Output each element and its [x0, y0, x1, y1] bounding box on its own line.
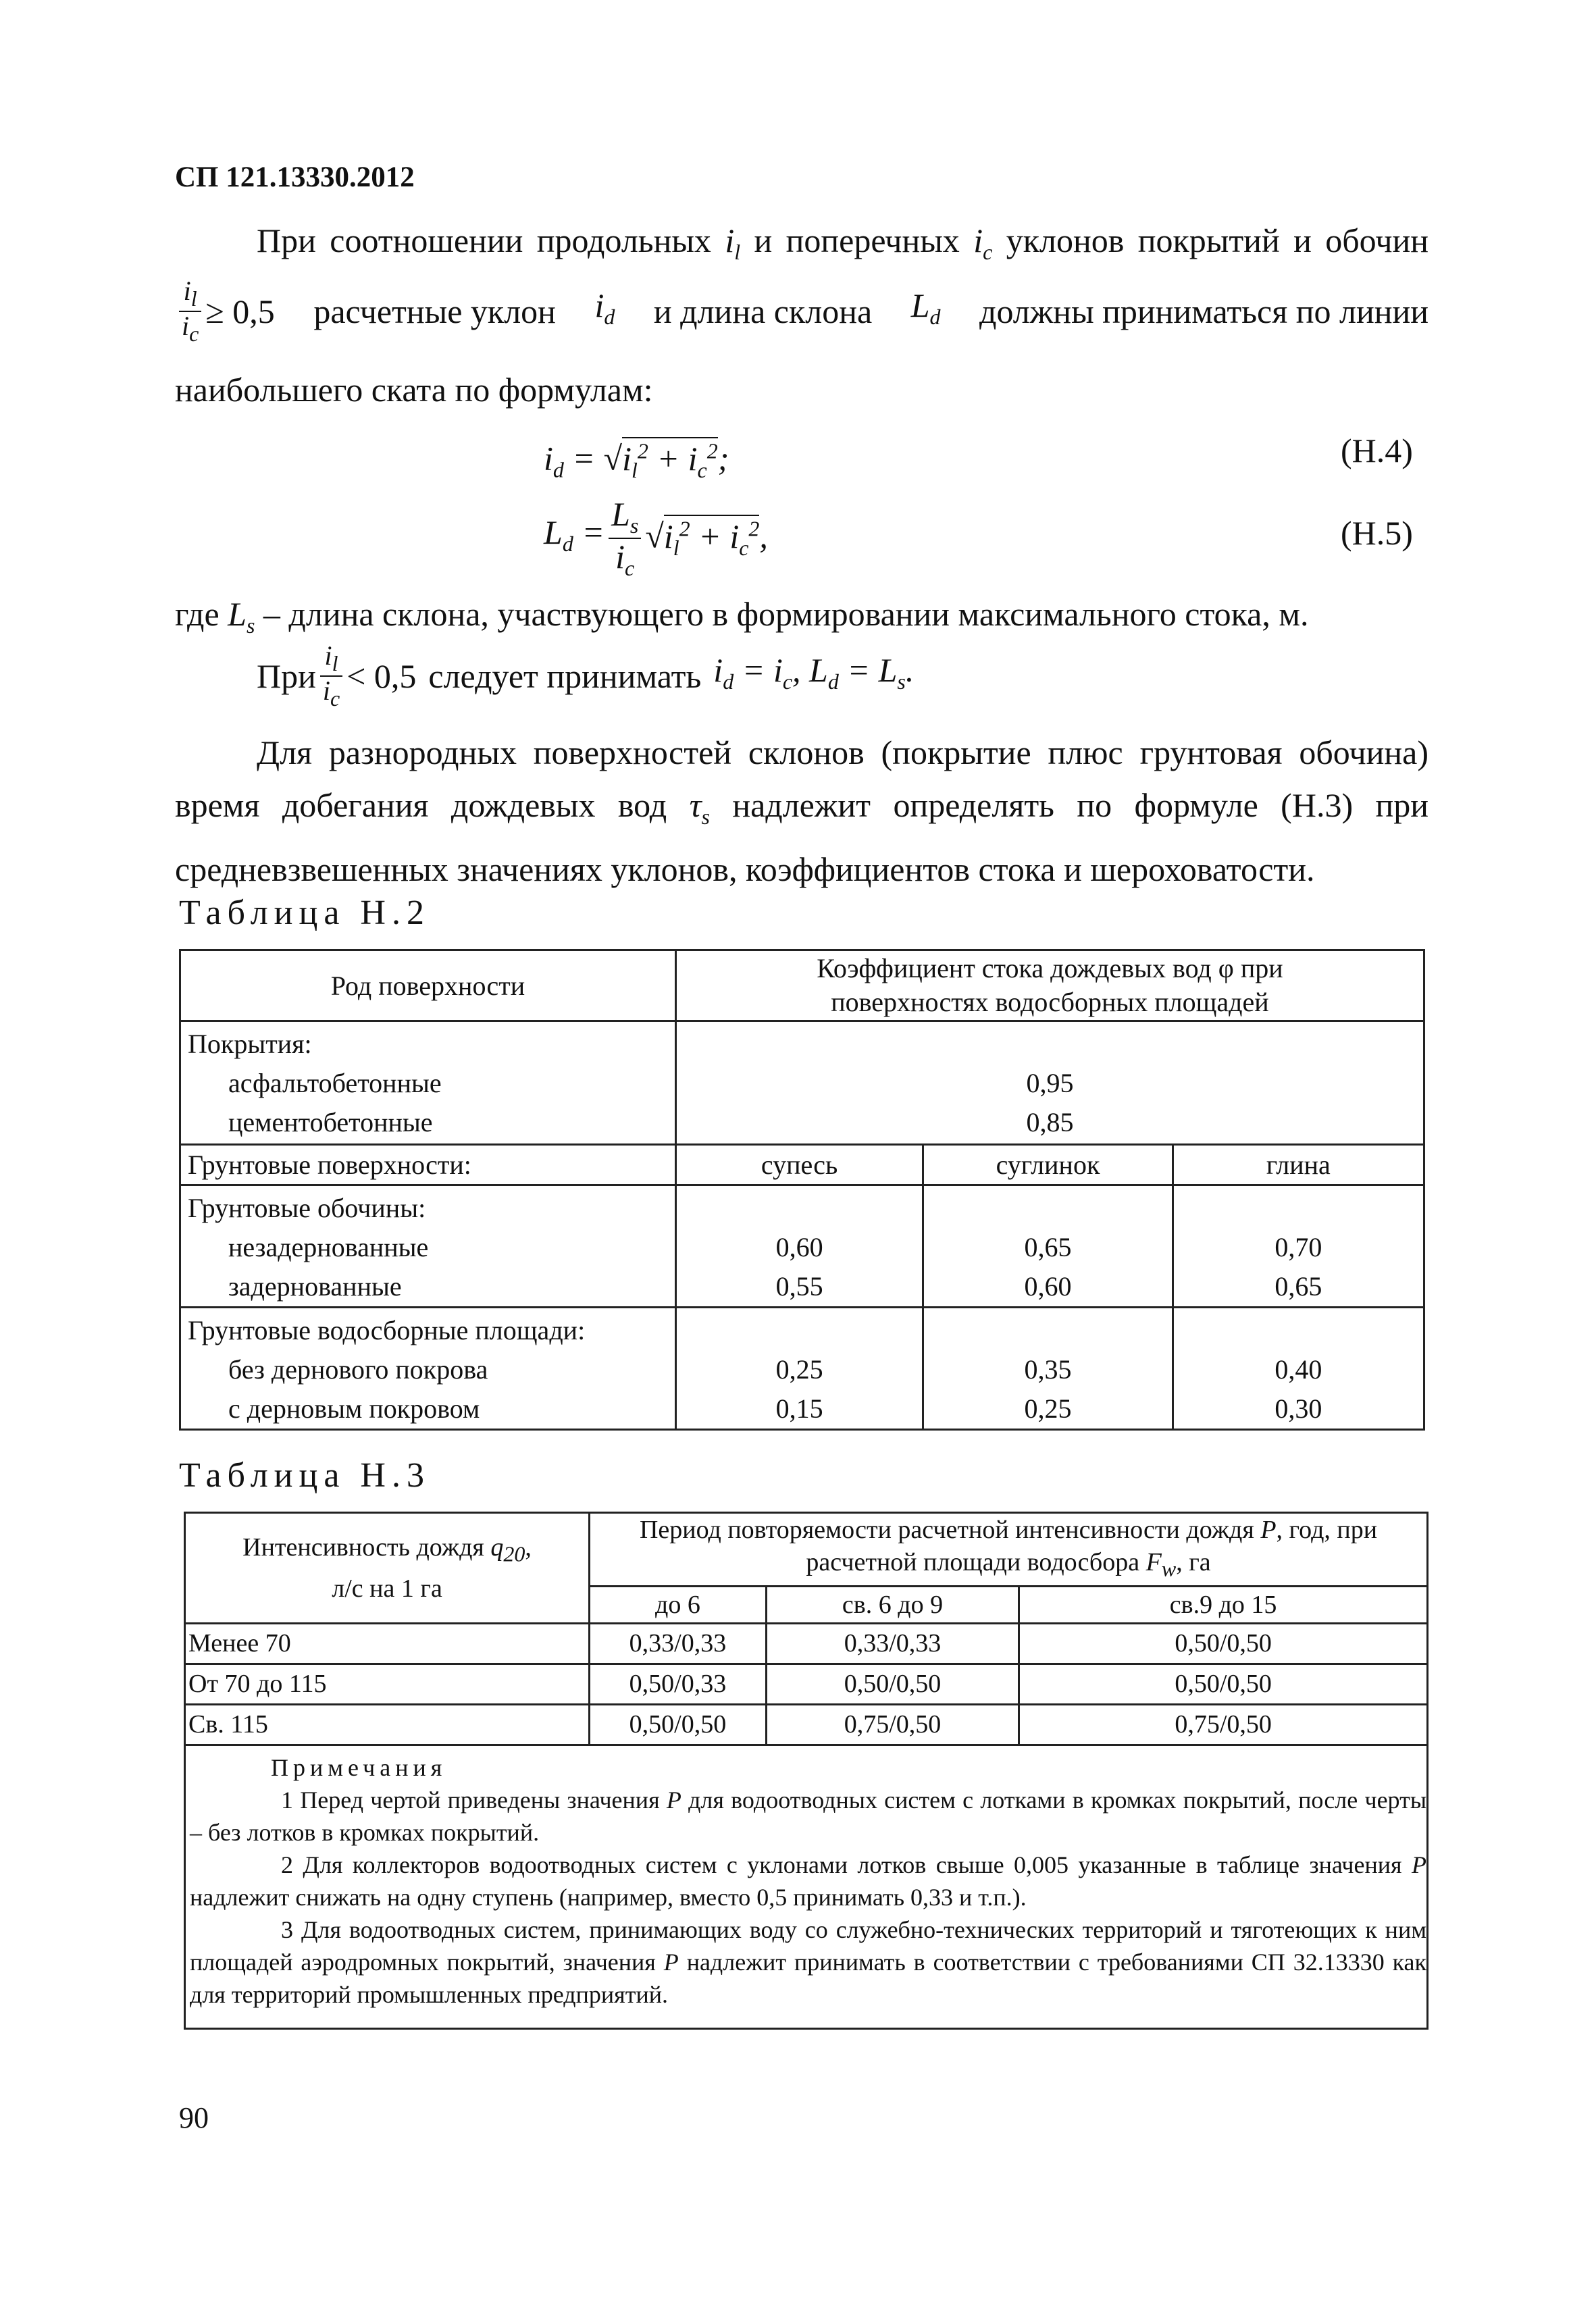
note-3: 3 Для водоотводных систем, принимающих воду со служебно-технических территорий и тяготеющих к ним площадей аэродромных покрытий, значения P надлежит принимать в соответствии с требованиями СП 32.13330 как для территорий промышленных предприятий. — [190, 1916, 1427, 2008]
note-2: 2 Для коллекторов водоотводных систем с уклонами лотков свыше 0,005 указанные в таблице значения P надлежит снижать на одну ступень (например, вместо 0,5 принимать 0,33 и т.п.). — [190, 1851, 1427, 1911]
h2-shoulders-loam: 0,65 0,60 — [923, 1185, 1173, 1308]
h2-col-loam: суглинок — [923, 1145, 1173, 1185]
document-code: СП 121.13330.2012 — [175, 161, 415, 193]
h2-header-surface: Род поверхности — [180, 950, 676, 1021]
h2-col-sandy-loam: супесь — [675, 1145, 923, 1185]
h2-soil-surfaces-label: Грунтовые поверхности: — [180, 1145, 676, 1185]
h3-header-period: Период повторяемости расчетной интенсивности дождя P, год, при расчетной площади водосбора $F_w$, га — [590, 1513, 1428, 1587]
h3-col-6-to-9: св. 6 до 9 — [766, 1586, 1019, 1623]
formula-h4-label: (Н.4) — [1341, 432, 1413, 469]
h3-notes — [185, 1745, 1428, 2028]
ratio-fraction: $\frac{i_l}{i_c}$ — [179, 277, 201, 345]
formula-h5-label: (Н.5) — [1341, 514, 1413, 552]
formula-h5: $L_d$ = $\frac{L_s}{i_c}$ $√i_l^2 + i_c^2$, — [544, 495, 768, 580]
intro-line-1: При соотношении продольных $i_l$ и поперечных $i_c$ уклонов покрытий и обочин — [257, 222, 1429, 264]
hetero-paragraph: Для разнородных поверхностей склонов (покрытие плюс грунтовая обочина) время добегания дождевых вод $\tau_s$ надлежит определять по формуле (Н.3) при средневзвешенных значениях уклонов, коэффициентов стока и шероховатости. — [175, 734, 1429, 888]
h2-coatings-cell: Покрытия: асфальтобетонные цементобетонные — [180, 1021, 676, 1145]
intro-line-3: наибольшего ската по формулам: — [175, 371, 653, 409]
table-row: От 70 до 115 0,50/0,33 0,50/0,50 0,50/0,50 — [185, 1664, 1428, 1704]
h3-col-upto-6: до 6 — [590, 1586, 767, 1623]
page-number: 90 — [179, 2101, 209, 2134]
when-line: При $\frac{i_l}{i_c}$ < 0,5 следует принимать $i_d = i_c$, $L_d = L_s$. — [257, 640, 915, 711]
h2-shoulders-cell: Грунтовые обочины: незадернованные задернованные — [180, 1185, 676, 1308]
formula-h4: $i_d = √i_l^2 + i_c^2$; — [544, 424, 729, 496]
h2-coatings-values: 0,95 0,85 — [675, 1021, 1424, 1145]
table-h2-title: Таблица Н.2 — [179, 894, 430, 932]
h2-catchment-loam: 0,35 0,25 — [923, 1308, 1173, 1430]
table-row: Менее 70 0,33/0,33 0,33/0,33 0,50/0,50 — [185, 1623, 1428, 1664]
note-1: 1 Перед чертой приведены значения P для водоотводных систем с лотками в кромках покрытий, после черты – без лотков в кромках покрытий. — [190, 1786, 1427, 1846]
table-h3 — [184, 1512, 1428, 2030]
h3-col-9-to-15: св.9 до 15 — [1019, 1586, 1428, 1623]
table-row: Св. 115 0,50/0,50 0,75/0,50 0,75/0,50 — [185, 1704, 1428, 1745]
h2-header-coefficient: Коэффициент стока дождевых вод φ при поверхностях водосборных площадей — [675, 950, 1424, 1021]
intro-line-2: $\frac{i_l}{i_c}$ ≥ 0,5 расчетные уклон $i_d$ и длина склона $L_d$ должны приниматься по линии — [175, 277, 1428, 345]
notes-title: Примечания — [271, 1753, 447, 1781]
h2-catchment-cell: Грунтовые водосборные площади: без дернового покрова с дерновым покровом — [180, 1308, 676, 1430]
h2-catchment-sandy: 0,25 0,15 — [675, 1308, 923, 1430]
table-h2 — [179, 949, 1425, 1431]
table-h3-title: Таблица Н.3 — [179, 1456, 430, 1495]
h3-header-intensity: Интенсивность дождя $q_{20}$, л/с на 1 га — [185, 1513, 590, 1624]
h2-col-clay: глина — [1173, 1145, 1424, 1185]
h2-shoulders-sandy: 0,60 0,55 — [675, 1185, 923, 1308]
where-ls-line: где $L_s$ – длина склона, участвующего в формировании максимального стока, м. — [175, 595, 1309, 638]
h2-catchment-clay: 0,40 0,30 — [1173, 1308, 1424, 1430]
h2-shoulders-clay: 0,70 0,65 — [1173, 1185, 1424, 1308]
